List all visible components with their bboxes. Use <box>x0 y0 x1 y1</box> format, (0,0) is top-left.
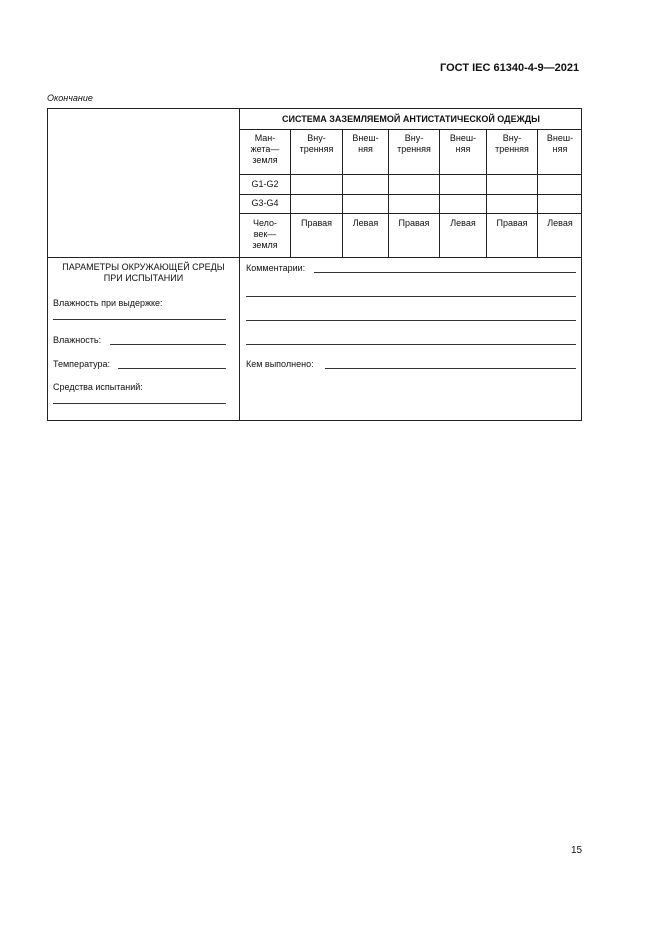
continuation-label: Окончание <box>47 93 93 103</box>
comments-line[interactable] <box>246 296 576 297</box>
table-cell: Правая <box>496 218 528 228</box>
humidity-hold-label: Влажность при выдержке: <box>53 298 163 308</box>
comments-line[interactable] <box>246 320 576 321</box>
table-cell: Чело- век— земля <box>252 218 278 250</box>
document-header: ГОСТ IEC 61340-4-9—2021 <box>440 62 580 74</box>
environment-title: ПАРАМЕТРЫ ОКРУЖАЮЩЕЙ СРЕДЫ ПРИ ИСПЫТАНИИ <box>62 262 225 283</box>
table-cell: Правая <box>300 218 333 228</box>
row-label-g1-g2: G1-G2 <box>251 179 279 189</box>
performed-by-field[interactable] <box>325 368 576 369</box>
comments-field[interactable] <box>314 272 576 273</box>
humidity-label: Влажность: <box>53 335 102 345</box>
table-cell: Внеш- няя <box>546 133 574 154</box>
table-cell: Вну- тренняя <box>299 133 334 154</box>
page-number: 15 <box>571 845 583 856</box>
comments-label: Комментарии: <box>246 263 306 273</box>
table-cell: Правая <box>398 218 430 228</box>
temperature-field[interactable] <box>118 368 226 369</box>
row-line <box>47 257 582 258</box>
system-title: СИСТЕМА ЗАЗЕМЛЯЕМОЙ АНТИСТАТИЧЕСКОЙ ОДЕЖДЫ <box>282 114 540 124</box>
table-cell: Левая <box>352 218 379 228</box>
temperature-label: Температура: <box>53 359 111 369</box>
table-cell: Левая <box>450 218 476 228</box>
performed-by-label: Кем выполнено: <box>246 359 314 369</box>
comments-line[interactable] <box>246 344 576 345</box>
row-label-g3-g4: G3-G4 <box>251 198 279 208</box>
humidity-field[interactable] <box>110 344 226 345</box>
table-cell: Внеш- няя <box>449 133 477 154</box>
row-line <box>240 213 582 214</box>
row-line <box>240 194 582 195</box>
table-cell: Внеш- няя <box>352 133 379 154</box>
row-line <box>240 174 582 175</box>
equipment-field[interactable] <box>53 403 226 404</box>
equipment-label: Средства испытаний: <box>53 382 143 392</box>
table-cell: Вну- тренняя <box>495 133 529 154</box>
table-cell: Вну- тренняя <box>397 133 431 154</box>
humidity-hold-field[interactable] <box>53 319 226 320</box>
table-cell: Ман- жета— земля <box>250 133 280 165</box>
table-cell: Левая <box>547 218 573 228</box>
